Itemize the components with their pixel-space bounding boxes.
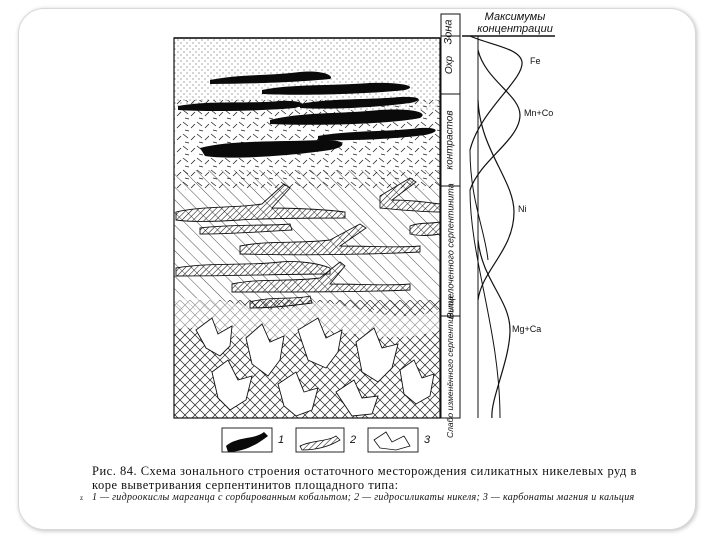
- zone-label-contrast: контрастов: [444, 110, 456, 170]
- mg-ca-curve: [478, 240, 510, 418]
- page-mark: z: [80, 494, 84, 502]
- element-label-mg-ca: Mg+Ca: [512, 324, 542, 334]
- maxima-header: Максимумы концентрации: [477, 11, 553, 35]
- figure-caption: Рис. 84. Схема зонального строения остаточного месторождения силикатных никелевых руд в коре выветривания серпентинитов площадного типа:: [92, 464, 637, 492]
- concentration-curves: [462, 36, 555, 418]
- ni-curve: [478, 100, 514, 300]
- zone-label-leached: Выщелоченного серпентинита: [445, 183, 456, 319]
- zone-label-ochre: Охр: [444, 55, 456, 75]
- element-label-mn-co: Mn+Co: [524, 108, 554, 118]
- caption-legend: 1 — гидроокислы марганца с сорбированным кобальтом; 2 — гидросиликаты никеля; 3 — карбонаты магния и кальция: [92, 492, 635, 503]
- legend-num-1: 1: [278, 434, 285, 446]
- legend-num-2: 2: [350, 434, 357, 446]
- legend-num-3: 3: [424, 434, 431, 446]
- element-label-ni: Ni: [518, 204, 527, 214]
- element-label-fe: Fe: [530, 56, 541, 66]
- legend-box-3: [368, 428, 418, 452]
- legend-box-2: [296, 428, 344, 452]
- legend-box-1: [222, 428, 272, 452]
- zones-header: Зона: [443, 19, 456, 45]
- zone-label-altered: Слабо изменённого серпентинита: [445, 295, 456, 439]
